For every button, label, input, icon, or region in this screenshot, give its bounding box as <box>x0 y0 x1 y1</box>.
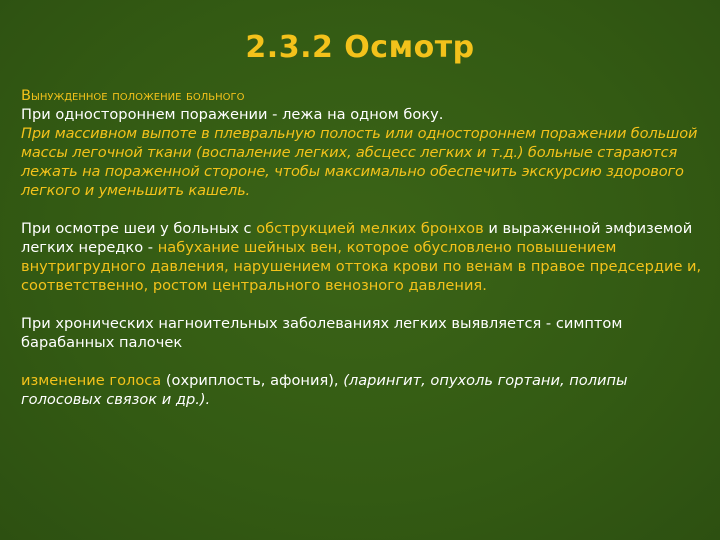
voice-change-symptoms: (охриплость, афония), <box>161 372 344 389</box>
neck-exam-paragraph <box>21 219 705 295</box>
voice-change-paragraph <box>21 371 705 409</box>
neck-exam-text-1: При осмотре шеи у больных с <box>21 220 257 237</box>
slide-content <box>21 86 705 409</box>
chronic-disease-paragraph <box>21 314 705 352</box>
massive-effusion-text: При массивном выпоте в плевральную полость или одностороннем поражении большой массы легочной ткани (воспаление легких, абсцесс легких и т.д.) больные стараются лежать на пораженной стороне, чтобы максимально обеспечить экскурсию здорового легкого и уменьшить кашель. <box>21 125 698 199</box>
slide-title: 2.3.2 Осмотр <box>245 30 475 65</box>
neck-exam-text-3: , которое обусловлено повышением внутригрудного давления, нарушением оттока крови по венам в правое предсердие и, соответственно, ростом центрального венозного давления. <box>21 239 702 294</box>
neck-exam-text-2: и выраженной эмфиземой легких нередко - <box>21 220 693 256</box>
forced-position-heading <box>21 86 705 105</box>
bronchial-obstruction-term: обструкцией мелких бронхов <box>256 220 484 237</box>
forced-position-heading-text: Вынужденное положение больного <box>21 87 245 104</box>
one-sided-lesion-text: При одностороннем поражении - лежа на одном боку. <box>21 106 444 123</box>
clubbing-symptom-term: симптом барабанных палочек <box>21 315 623 351</box>
vein-swelling-term: набухание шейных вен <box>157 239 338 256</box>
voice-change-term: изменение голоса <box>21 372 162 389</box>
chronic-disease-text: При хронических нагноительных заболеваниях легких выявляется - <box>21 315 556 332</box>
voice-change-causes: (ларингит, опухоль гортани, полипы голосовых связок и др.). <box>21 372 628 408</box>
